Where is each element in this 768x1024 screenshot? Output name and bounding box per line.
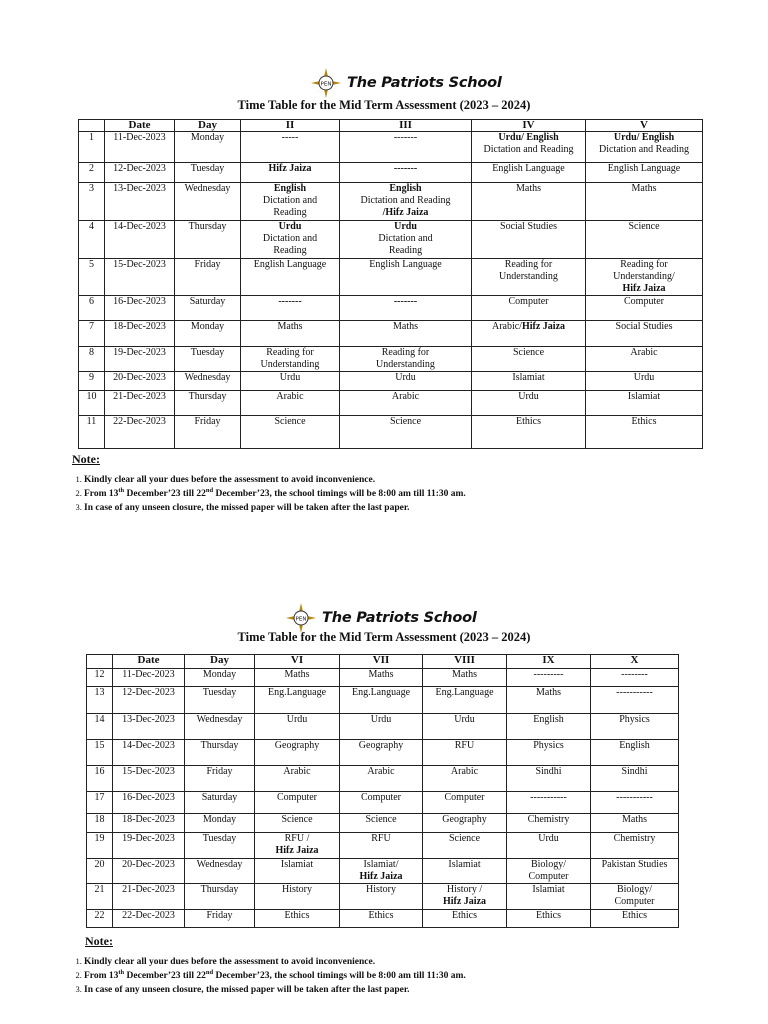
subject-cell: Geography (340, 740, 423, 766)
page-title: Time Table for the Mid Term Assessment (2023 – 2024) (237, 98, 531, 112)
table-row (79, 259, 703, 296)
table-row (87, 687, 679, 714)
table-row (87, 766, 679, 792)
subject-cell: Urdu (241, 372, 340, 391)
subject-cell: Pakistan Studies (591, 859, 679, 884)
row-date: 11-Dec-2023 (113, 669, 185, 687)
subject-cell: Chemistry (591, 833, 679, 859)
row-day: Monday (175, 132, 241, 163)
table-row (79, 347, 703, 372)
row-day: Friday (185, 766, 255, 792)
row-date: 22-Dec-2023 (113, 910, 185, 928)
table-row (87, 884, 679, 910)
subject-cell: Urdu/ English Dictation and Reading (472, 132, 586, 163)
row-date: 12-Dec-2023 (105, 163, 175, 183)
row-date: 21-Dec-2023 (113, 884, 185, 910)
col-header-class: VII (340, 655, 423, 669)
subject-cell: Science (241, 416, 340, 449)
table-row (87, 814, 679, 833)
subject-cell: English Language (340, 259, 472, 296)
subject-cell: Maths (507, 687, 591, 714)
subject-cell: ----------- (507, 792, 591, 814)
row-number: 22 (87, 910, 113, 928)
subject-cell: Maths (586, 183, 703, 221)
table-row (79, 132, 703, 163)
subject-cell: -------- (591, 669, 679, 687)
subject-cell: Maths (591, 814, 679, 833)
subject-cell: Urdu/ English Dictation and Reading (586, 132, 703, 163)
table-row (79, 296, 703, 321)
table-row (87, 669, 679, 687)
timetable-secondary (86, 654, 679, 928)
subject-cell: Science (255, 814, 340, 833)
table-header-row (87, 655, 679, 669)
subject-cell: Urdu (255, 714, 340, 740)
subject-cell: Maths (255, 669, 340, 687)
subject-cell: Islamiat/ Hifz Jaiza (340, 859, 423, 884)
row-day: Tuesday (175, 163, 241, 183)
note-heading: Note: (85, 934, 113, 948)
svg-text:PEN: PEN (320, 81, 332, 88)
school-name: The Patriots School (347, 75, 502, 91)
col-header-day: Day (175, 120, 241, 132)
note-item: 1. Kindly clear all your dues before the assessment to avoid inconvenience. (84, 955, 466, 969)
row-day: Saturday (175, 296, 241, 321)
subject-cell: Biology/ Computer (591, 884, 679, 910)
col-header-class: II (241, 120, 340, 132)
subject-cell: Computer (472, 296, 586, 321)
note-heading: Note: (72, 452, 100, 466)
col-header-class: VI (255, 655, 340, 669)
subject-cell: Geography (423, 814, 507, 833)
row-number: 21 (87, 884, 113, 910)
row-number: 7 (79, 321, 105, 347)
row-day: Monday (185, 814, 255, 833)
row-number: 14 (87, 714, 113, 740)
subject-cell: Ethics (591, 910, 679, 928)
row-day: Thursday (185, 740, 255, 766)
row-date: 13-Dec-2023 (105, 183, 175, 221)
row-day: Saturday (185, 792, 255, 814)
subject-cell: Ethics (472, 416, 586, 449)
subject-cell: ------- (241, 296, 340, 321)
table-row (79, 391, 703, 416)
subject-cell: Ethics (586, 416, 703, 449)
subject-cell: Urdu (340, 714, 423, 740)
row-number: 5 (79, 259, 105, 296)
row-day: Thursday (185, 884, 255, 910)
row-number: 13 (87, 687, 113, 714)
subject-cell: Sindhi (591, 766, 679, 792)
subject-cell: Urdu (472, 391, 586, 416)
school-logo-icon (311, 68, 341, 98)
subject-cell: Urdu Dictation and Reading (241, 221, 340, 259)
subject-cell: Urdu (507, 833, 591, 859)
subject-cell: English (591, 740, 679, 766)
row-number: 19 (87, 833, 113, 859)
timetable-primary (78, 119, 703, 449)
subject-cell: ------- (340, 132, 472, 163)
subject-cell: RFU / Hifz Jaiza (255, 833, 340, 859)
row-number: 2 (79, 163, 105, 183)
subject-cell: Arabic (340, 391, 472, 416)
row-number: 20 (87, 859, 113, 884)
subject-cell: Geography (255, 740, 340, 766)
page-title: Time Table for the Mid Term Assessment (2023 – 2024) (237, 630, 531, 644)
subject-cell: Biology/ Computer (507, 859, 591, 884)
row-number: 15 (87, 740, 113, 766)
col-header-class: VIII (423, 655, 507, 669)
row-day: Tuesday (175, 347, 241, 372)
row-number: 11 (79, 416, 105, 449)
subject-cell: History / Hifz Jaiza (423, 884, 507, 910)
subject-cell: Computer (340, 792, 423, 814)
table-row (79, 221, 703, 259)
row-number: 8 (79, 347, 105, 372)
subject-cell: Maths (423, 669, 507, 687)
subject-cell: Islamiat (423, 859, 507, 884)
subject-cell: Islamiat (586, 391, 703, 416)
subject-cell: Arabic (340, 766, 423, 792)
row-day: Friday (185, 910, 255, 928)
subject-cell: Reading for Understanding/ Hifz Jaiza (586, 259, 703, 296)
col-header-date: Date (113, 655, 185, 669)
table-row (87, 859, 679, 884)
row-day: Wednesday (175, 183, 241, 221)
subject-cell: Ethics (340, 910, 423, 928)
subject-cell: Science (423, 833, 507, 859)
note-item: 1. Kindly clear all your dues before the assessment to avoid inconvenience. (84, 473, 466, 487)
row-date: 13-Dec-2023 (113, 714, 185, 740)
row-date: 16-Dec-2023 (113, 792, 185, 814)
table-row (87, 792, 679, 814)
row-day: Friday (175, 416, 241, 449)
row-day: Wednesday (185, 714, 255, 740)
subject-cell: Arabic/Hifz Jaiza (472, 321, 586, 347)
subject-cell: Science (340, 416, 472, 449)
subject-cell: English Dictation and Reading (241, 183, 340, 221)
subject-cell: Maths (472, 183, 586, 221)
notes-list (57, 955, 466, 997)
row-day: Thursday (175, 391, 241, 416)
subject-cell: Social Studies (586, 321, 703, 347)
row-number: 16 (87, 766, 113, 792)
row-day: Wednesday (185, 859, 255, 884)
row-date: 22-Dec-2023 (105, 416, 175, 449)
note-item: 2. From 13th December’23 till 22nd December’23, the school timings will be 8:00 am till 11:30 am. (84, 969, 466, 983)
row-date: 19-Dec-2023 (105, 347, 175, 372)
table-row (87, 714, 679, 740)
col-header-class: V (586, 120, 703, 132)
subject-cell: Islamiat (472, 372, 586, 391)
notes-list (57, 473, 466, 515)
subject-cell: ----- (241, 132, 340, 163)
subject-cell: Ethics (423, 910, 507, 928)
subject-cell: Maths (340, 669, 423, 687)
row-day: Thursday (175, 221, 241, 259)
table-row (87, 910, 679, 928)
row-number: 10 (79, 391, 105, 416)
row-date: 18-Dec-2023 (113, 814, 185, 833)
subject-cell: Reading for Understanding (472, 259, 586, 296)
subject-cell: Chemistry (507, 814, 591, 833)
subject-cell: Islamiat (255, 859, 340, 884)
row-day: Monday (185, 669, 255, 687)
subject-cell: Computer (423, 792, 507, 814)
row-date: 14-Dec-2023 (105, 221, 175, 259)
col-header-no (87, 655, 113, 669)
subject-cell: Computer (586, 296, 703, 321)
subject-cell: Science (586, 221, 703, 259)
col-header-no (79, 120, 105, 132)
table-row (79, 183, 703, 221)
table-row (87, 833, 679, 859)
row-number: 4 (79, 221, 105, 259)
subject-cell: Ethics (255, 910, 340, 928)
subject-cell: Maths (340, 321, 472, 347)
school-logo-icon (286, 603, 316, 633)
subject-cell: History (255, 884, 340, 910)
table-row (79, 372, 703, 391)
subject-cell: RFU (340, 833, 423, 859)
subject-cell: English Dictation and Reading /Hifz Jaiza (340, 183, 472, 221)
col-header-class: III (340, 120, 472, 132)
row-number: 6 (79, 296, 105, 321)
row-number: 18 (87, 814, 113, 833)
subject-cell: Sindhi (507, 766, 591, 792)
subject-cell: ------- (340, 296, 472, 321)
subject-cell: English Language (472, 163, 586, 183)
subject-cell: Urdu (340, 372, 472, 391)
note-item: 2. From 13th December’23 till 22nd December’23, the school timings will be 8:00 am till 11:30 am. (84, 487, 466, 501)
table-row (79, 163, 703, 183)
subject-cell: Urdu Dictation and Reading (340, 221, 472, 259)
row-date: 12-Dec-2023 (113, 687, 185, 714)
row-day: Tuesday (185, 687, 255, 714)
school-name: The Patriots School (322, 610, 477, 626)
row-date: 14-Dec-2023 (113, 740, 185, 766)
table-row (79, 321, 703, 347)
col-header-class: IV (472, 120, 586, 132)
subject-cell: English Language (241, 259, 340, 296)
subject-cell: Science (472, 347, 586, 372)
row-date: 18-Dec-2023 (105, 321, 175, 347)
subject-cell: --------- (507, 669, 591, 687)
col-header-class: IX (507, 655, 591, 669)
table-header-row (79, 120, 703, 132)
row-number: 3 (79, 183, 105, 221)
subject-cell: Computer (255, 792, 340, 814)
subject-cell: English (507, 714, 591, 740)
row-day: Monday (175, 321, 241, 347)
subject-cell: Islamiat (507, 884, 591, 910)
subject-cell: ------- (340, 163, 472, 183)
subject-cell: Social Studies (472, 221, 586, 259)
subject-cell: Eng.Language (255, 687, 340, 714)
row-day: Tuesday (185, 833, 255, 859)
col-header-day: Day (185, 655, 255, 669)
subject-cell: ----------- (591, 792, 679, 814)
table-row (87, 740, 679, 766)
subject-cell: ----------- (591, 687, 679, 714)
row-date: 20-Dec-2023 (113, 859, 185, 884)
row-date: 20-Dec-2023 (105, 372, 175, 391)
school-brand (311, 68, 502, 98)
subject-cell: Urdu (423, 714, 507, 740)
subject-cell: Arabic (586, 347, 703, 372)
row-number: 9 (79, 372, 105, 391)
subject-cell: Reading for Understanding (241, 347, 340, 372)
row-date: 11-Dec-2023 (105, 132, 175, 163)
subject-cell: Eng.Language (340, 687, 423, 714)
subject-cell: Arabic (423, 766, 507, 792)
row-date: 15-Dec-2023 (105, 259, 175, 296)
subject-cell: Hifz Jaiza (241, 163, 340, 183)
subject-cell: Physics (507, 740, 591, 766)
row-date: 15-Dec-2023 (113, 766, 185, 792)
subject-cell: Arabic (255, 766, 340, 792)
subject-cell: Urdu (586, 372, 703, 391)
subject-cell: RFU (423, 740, 507, 766)
subject-cell: Reading for Understanding (340, 347, 472, 372)
row-day: Friday (175, 259, 241, 296)
table-row (79, 416, 703, 449)
row-number: 17 (87, 792, 113, 814)
school-brand (286, 603, 477, 633)
row-day: Wednesday (175, 372, 241, 391)
svg-text:PEN: PEN (295, 616, 307, 623)
subject-cell: Maths (241, 321, 340, 347)
col-header-date: Date (105, 120, 175, 132)
col-header-class: X (591, 655, 679, 669)
row-number: 12 (87, 669, 113, 687)
row-date: 19-Dec-2023 (113, 833, 185, 859)
row-date: 16-Dec-2023 (105, 296, 175, 321)
subject-cell: English Language (586, 163, 703, 183)
subject-cell: Physics (591, 714, 679, 740)
subject-cell: Ethics (507, 910, 591, 928)
row-date: 21-Dec-2023 (105, 391, 175, 416)
subject-cell: Eng.Language (423, 687, 507, 714)
subject-cell: History (340, 884, 423, 910)
note-item: 3. In case of any unseen closure, the missed paper will be taken after the last paper. (84, 983, 466, 997)
subject-cell: Science (340, 814, 423, 833)
subject-cell: Arabic (241, 391, 340, 416)
row-number: 1 (79, 132, 105, 163)
note-item: 3. In case of any unseen closure, the missed paper will be taken after the last paper. (84, 501, 466, 515)
